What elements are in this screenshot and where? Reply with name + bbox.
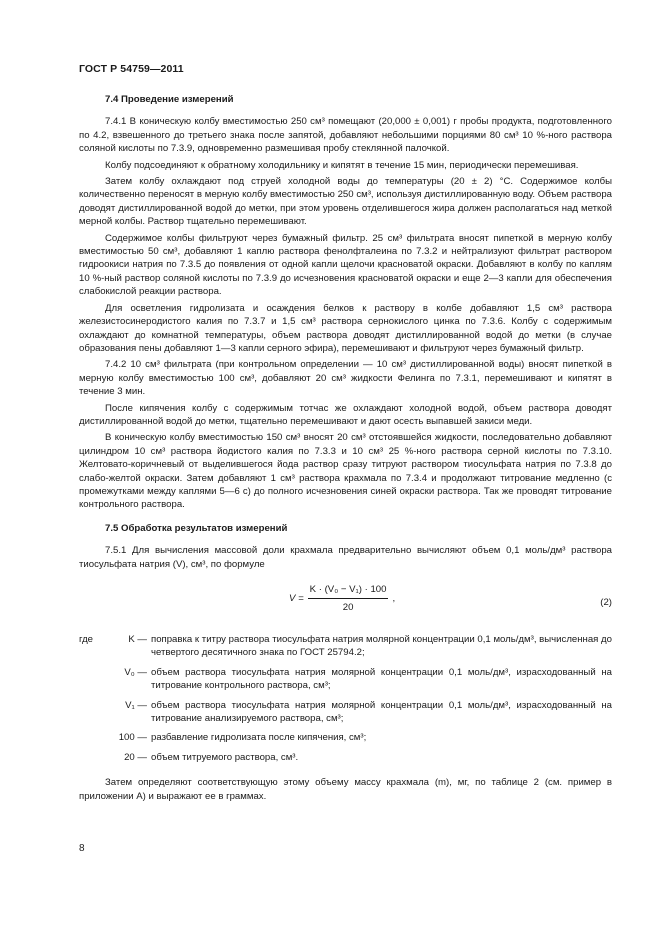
definition-row — [79, 731, 612, 744]
formula-expression — [289, 583, 395, 615]
paragraph-cooling: Затем колбу охлаждают под струей холодной воды до температуры (20 ± 2) °С. Содержимое колбы количественно переносят в мерную колбу вместимостью 250 см³, используя дистиллированную воду. Объем раствора доводят дистиллированной водой до метки, при этом уровень отделившегося жира должен располагаться над меткой мерной колбы. Раствор тщательно перемешивают. — [79, 176, 612, 228]
definition-row — [79, 751, 612, 764]
formula-definitions — [79, 633, 612, 764]
paragraph-after-boiling: После кипячения колбу с содержимым тотчас же охлаждают холодной водой, объем раствора доводят дистиллированной водой до метки, тщательно перемешивают и дают осесть выпавшей закиси меди. — [79, 402, 612, 427]
definition-row — [79, 699, 612, 726]
definition-row — [79, 633, 612, 660]
paragraph-titration: В коническую колбу вместимостью 150 см³ вносят 20 см³ отстоявшейся жидкости, последовательно добавляют цилиндром 10 см³ раствора йодистого калия по 7.3.3 и 10 см³ 25 %-ного раствора серной кислоты по 7.3.10. Желтовато-коричневый от выделившегося йода раствор сразу титруют раствором тиосульфата натрия по 7.3.8 до слабо-желтой окраски. Затем добавляют 1 см³ раствора крахмала по 7.3.4 и продолжают титрование медленно (с промежутками между каплями 5—6 с) до полного исчезновения синей окраски раствора. Так же проводят титрование контрольного раствора. — [79, 432, 612, 511]
document-header: ГОСТ Р 54759—2011 — [79, 63, 184, 75]
formula-number: (2) — [600, 597, 612, 608]
definition-symbol: 20 — — [124, 751, 147, 763]
definition-text: объем раствора тиосульфата натрия молярной концентрации 0,1 моль/дм³, израсходованный на титрование контрольного раствора, см³; — [151, 666, 612, 692]
definition-symbol: V₁ — — [125, 699, 147, 711]
paragraph-clarification: Для осветления гидролизата и осаждения белков к раствору в колбе добавляют 1,5 см³ раствора железистосинеродистого калия по 7.3.7 и 1,5 см³ раствора сернокислого цинка по 7.3.6. Колбу с содержимым охлаждают до комнатной температуры, объем раствора доводят дистиллированной водой до метки (в случае образования пены добавляют 1—3 капли серного эфира), перемешивают и фильтруют через бумажный фильтр. — [79, 302, 612, 354]
formula-comma: , — [392, 593, 396, 605]
definition-text: объем титруемого раствора, см³. — [151, 751, 299, 763]
section-title-7-4: 7.4 Проведение измерений — [105, 94, 234, 105]
paragraph-boiling: Колбу подсоединяют к обратному холодильнику и кипятят в течение 15 мин, периодически перемешивая. — [105, 159, 579, 171]
page-number: 8 — [79, 843, 85, 854]
paragraph-7-4-1: 7.4.1 В коническую колбу вместимостью 250 см³ помещают (20,000 ± 0,001) г пробы продукта, подготовленного по 4.2, взвешенного до третьего знака после запятой, добавляют небольшими порциями 80 см³ 10 %-ного раствора соляной кислоты по 7.3.9, одновременно размешивая пробу стеклянной палочкой. — [79, 116, 612, 155]
section-title-7-5: 7.5 Обработка результатов измерений — [105, 522, 288, 534]
definition-row — [79, 666, 612, 693]
definition-text: объем раствора тиосульфата натрия молярной концентрации 0,1 моль/дм³, израсходованный на титрование анализируемого раствора, см³; — [151, 699, 612, 725]
paragraph-7-4-2: 7.4.2 10 см³ фильтрата (при контрольном определении — 10 см³ дистиллированной воды) вносят пипеткой в мерную колбу вместимостью 100 см³, добавляют 20 см³ жидкости Фелинга по 7.3.1, перемешивают и кипятят в течение 3 мин. — [79, 359, 612, 398]
definition-symbol: 100 — — [118, 732, 147, 744]
formula-denominator: 20 — [342, 602, 354, 614]
definition-text: разбавление гидролизата после кипячения, см³; — [151, 732, 367, 744]
formula-lhs: V = — [289, 593, 304, 605]
formula-2 — [79, 579, 612, 621]
paragraph-final: Затем определяют соответствующую этому объему массу крахмала (m), мг, по таблице 2 (см. пример в приложении А) и выражают ее в граммах. — [79, 777, 612, 802]
formula-fraction — [308, 583, 389, 615]
document-body — [79, 93, 612, 813]
definition-symbol: V₀ — — [124, 666, 147, 678]
formula-numerator: K · (V₀ − V₁) · 100 — [308, 583, 389, 599]
definition-symbol: K — — [128, 634, 147, 645]
paragraph-7-5-1: 7.5.1 Для вычисления массовой доли крахмала предварительно вычисляют объем 0,1 моль/дм³ раствора тиосульфата натрия (V), см³, по формуле — [79, 545, 612, 570]
definition-text: поправка к титру раствора тиосульфата натрия молярной концентрации 0,1 моль/дм³, вычисленная до четвертого десятичного знака по ГОСТ 25794.2; — [151, 634, 612, 659]
paragraph-filtering: Содержимое колбы фильтруют через бумажный фильтр. 25 см³ фильтрата вносят пипеткой в мерную колбу вместимостью 50 см³, добавляют 1 каплю раствора фенолфталеина по 7.3.2 и нейтрализуют фильтрат раствором гидроокиси натрия по 7.3.5 до появления от одной капли щелочи красноватой окраски. Добавляют в колбу по каплям 10 %-ный раствор соляной кислоты по 7.3.9 до исчезновения красноватой окраски и еще 2—3 капли для обеспечения слабокислой реакции раствора. — [79, 232, 612, 298]
where-label: где — [79, 634, 94, 645]
